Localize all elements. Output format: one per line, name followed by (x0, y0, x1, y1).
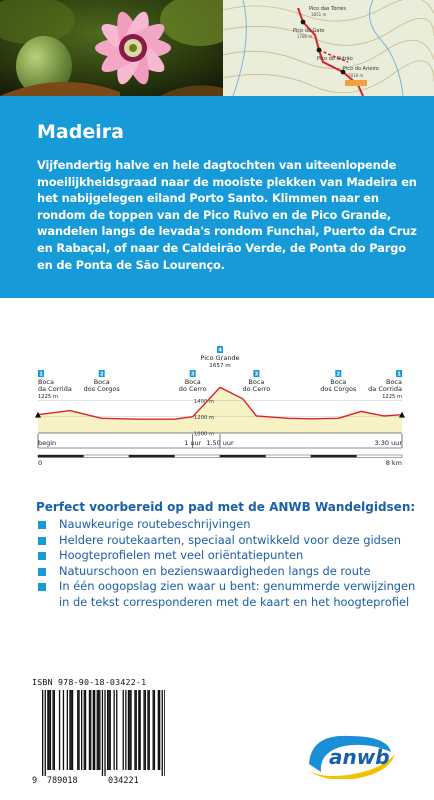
waypoint-elevation: 1225 m (38, 394, 58, 400)
barcode-bar (130, 690, 131, 770)
barcode-bar (78, 690, 79, 770)
barcode-bar (71, 690, 72, 770)
barcode-bar (108, 690, 109, 770)
barcode-bar (50, 690, 51, 770)
benefit-text: Heldere routekaarten, speciaal ontwikkeld voor deze gidsen (59, 532, 402, 547)
y-tick-label: 1200 m (194, 415, 214, 422)
waypoint-name: 1657 m (209, 363, 231, 369)
distance-scale-segment (220, 455, 266, 457)
barcode-bar (98, 690, 99, 770)
distance-scale-segment (357, 455, 403, 457)
barcode-bar (63, 690, 64, 770)
barcode-bar (153, 690, 154, 770)
time-label: 1 uur (184, 439, 202, 447)
barcode-bar (52, 690, 53, 770)
benefit-item (36, 564, 426, 580)
elevation-profile (30, 340, 410, 470)
distance-label: 0 (38, 459, 43, 467)
benefits-title: Perfect voorbereid op pad met de ANWB Wandelgidsen: (36, 500, 416, 514)
distance-scale-segment (175, 455, 221, 457)
passion-flower-photo (0, 0, 223, 96)
barcode-bar (164, 690, 165, 776)
waypoint-name: da Corrida (368, 385, 402, 393)
waypoint-name: do Cerro (242, 385, 271, 393)
benefit-item (36, 548, 426, 564)
barcode-bar (123, 690, 124, 770)
barcode-bar (42, 690, 43, 776)
barcode-bar (93, 690, 94, 770)
square-bullet-icon (38, 537, 46, 545)
waypoint-name: Boca (184, 378, 201, 386)
barcode-bar (97, 690, 98, 770)
benefit-item (36, 579, 426, 610)
barcode-bar (134, 690, 135, 770)
barcode-bar (107, 690, 108, 770)
route-map-thumbnail (223, 0, 434, 96)
benefit-text: In één oogopslag zien waar u bent: genummerde verwijzingen in de tekst corresponderen met de kaart en het hoogteprofiel (59, 579, 416, 609)
barcode-bar (145, 690, 146, 770)
map-label: Pico do Cidrão (317, 56, 353, 62)
barcode-bar (99, 690, 100, 770)
barcode-bar (67, 690, 68, 770)
distance-scale-segment (129, 455, 175, 457)
barcode-bar (77, 690, 78, 770)
waypoint-number: 1 (39, 371, 43, 378)
waypoint-number: 2 (99, 371, 104, 378)
profile-area (38, 387, 402, 433)
waypoint-name: da Corrida (38, 385, 72, 393)
benefits-list (36, 517, 426, 611)
barcode-bar (69, 690, 70, 770)
barcode-bar (125, 690, 126, 770)
y-tick-label: 1400 m (194, 398, 214, 405)
y-tick-label: 1000 m (194, 431, 214, 438)
benefit-item (36, 533, 426, 549)
distance-scale-segment (38, 455, 84, 457)
map-height: 1818 m (348, 73, 364, 78)
waypoint-name: Boca (386, 378, 402, 386)
map-label: Pico do Arieiro (343, 66, 379, 72)
barcode-bar (114, 690, 115, 770)
barcode-bar (149, 690, 150, 770)
barcode-bar (90, 690, 91, 770)
barcode-bar (45, 690, 46, 776)
square-bullet-icon (38, 583, 46, 591)
barcode-bar (89, 690, 90, 770)
barcode-bar (154, 690, 155, 770)
map-label: Pico das Torres (309, 6, 346, 12)
time-label: 1.50 uur (206, 439, 234, 447)
barcode-bar (85, 690, 86, 770)
waypoint-name: dos Corgos (320, 385, 357, 393)
waypoint-number: 4 (218, 347, 222, 354)
distance-scale-segment (266, 455, 312, 457)
barcode-bar (143, 690, 144, 770)
square-bullet-icon (38, 568, 46, 576)
barcode-bar (147, 690, 148, 770)
map-height: 1851 m (311, 12, 327, 17)
barcode-bar (140, 690, 141, 770)
benefits-section (36, 500, 426, 611)
barcode-bar (110, 690, 111, 770)
waypoint-name: Boca (93, 378, 110, 386)
waypoint-number: 2 (336, 371, 341, 378)
barcode-bar (158, 690, 159, 770)
barcode-bar (49, 690, 50, 770)
waypoint-name: Boca (38, 378, 54, 386)
barcode-bar (116, 690, 117, 770)
barcode-digits: 789018 (46, 776, 78, 785)
barcode-bar (129, 690, 130, 770)
barcode-bar (54, 690, 55, 770)
benefit-text: Hoogteprofielen met veel oriëntatiepunten (59, 548, 304, 563)
isbn-label: ISBN 978-90-18-03422-1 (32, 677, 147, 687)
waypoint-name: Boca (330, 378, 347, 386)
square-bullet-icon (38, 521, 46, 529)
waypoint-name: dos Corgos (83, 385, 120, 393)
waypoint-name: Boca (248, 378, 265, 386)
waypoint-elevation: 1225 m (382, 394, 402, 400)
benefit-item (36, 517, 426, 533)
barcode-bar (102, 690, 103, 776)
barcode-bar (138, 690, 139, 770)
anwb-logo (299, 724, 399, 779)
barcode-bar (72, 690, 73, 770)
barcode (32, 690, 165, 785)
waypoint-number: 3 (254, 371, 259, 378)
waypoint-name: do Cerro (178, 385, 207, 393)
distance-scale-segment (311, 455, 357, 457)
barcode-bar (59, 690, 60, 770)
barcode-bar (128, 690, 129, 770)
anwb-logo-text: anwb (329, 745, 390, 769)
barcode-digits: 9 (32, 776, 38, 785)
barcode-bar (136, 690, 137, 770)
waypoint-name: Pico Grande (200, 354, 240, 362)
time-label: begin (38, 439, 57, 447)
distance-scale-segment (84, 455, 130, 457)
square-bullet-icon (38, 552, 46, 560)
benefit-text: Nauwkeurige routebeschrijvingen (59, 517, 251, 531)
distance-label: 8 km (385, 459, 402, 467)
map-label: Pico da Gato (293, 28, 325, 34)
map-height: 1780 m (297, 34, 313, 39)
book-title: Madeira (37, 121, 124, 143)
barcode-bar (104, 690, 105, 776)
book-description: Vijfendertig halve en hele dagtochten van uiteenlopende moeilijkheidsgraad naar de mooiste plekken van Madeira en het nabijgelegen eiland Porto Santo. Klimmen naar en rondom de toppen van de Pico Ruivo en de Pico Grande, wandelen langs de levada's rondom Funchal, Puerto da Cruz en Rabaçal, of naar de Caldeirão Verde, de Ponta do Pargo en de Ponta de São Lourenço. (37, 158, 417, 272)
waypoint-number: 1 (397, 371, 401, 378)
time-label: 3.30 uur (374, 439, 402, 447)
barcode-digits: 034221 (108, 776, 139, 785)
barcode-bar (94, 690, 95, 770)
barcode-bar (162, 690, 163, 776)
barcode-bar (84, 690, 85, 770)
barcode-bar (81, 690, 82, 770)
barcode-bar (47, 690, 48, 770)
barcode-bar (159, 690, 160, 770)
benefit-text: Natuurschoon en bezienswaardigheden langs de route (59, 563, 371, 578)
waypoint-number: 3 (190, 371, 195, 378)
